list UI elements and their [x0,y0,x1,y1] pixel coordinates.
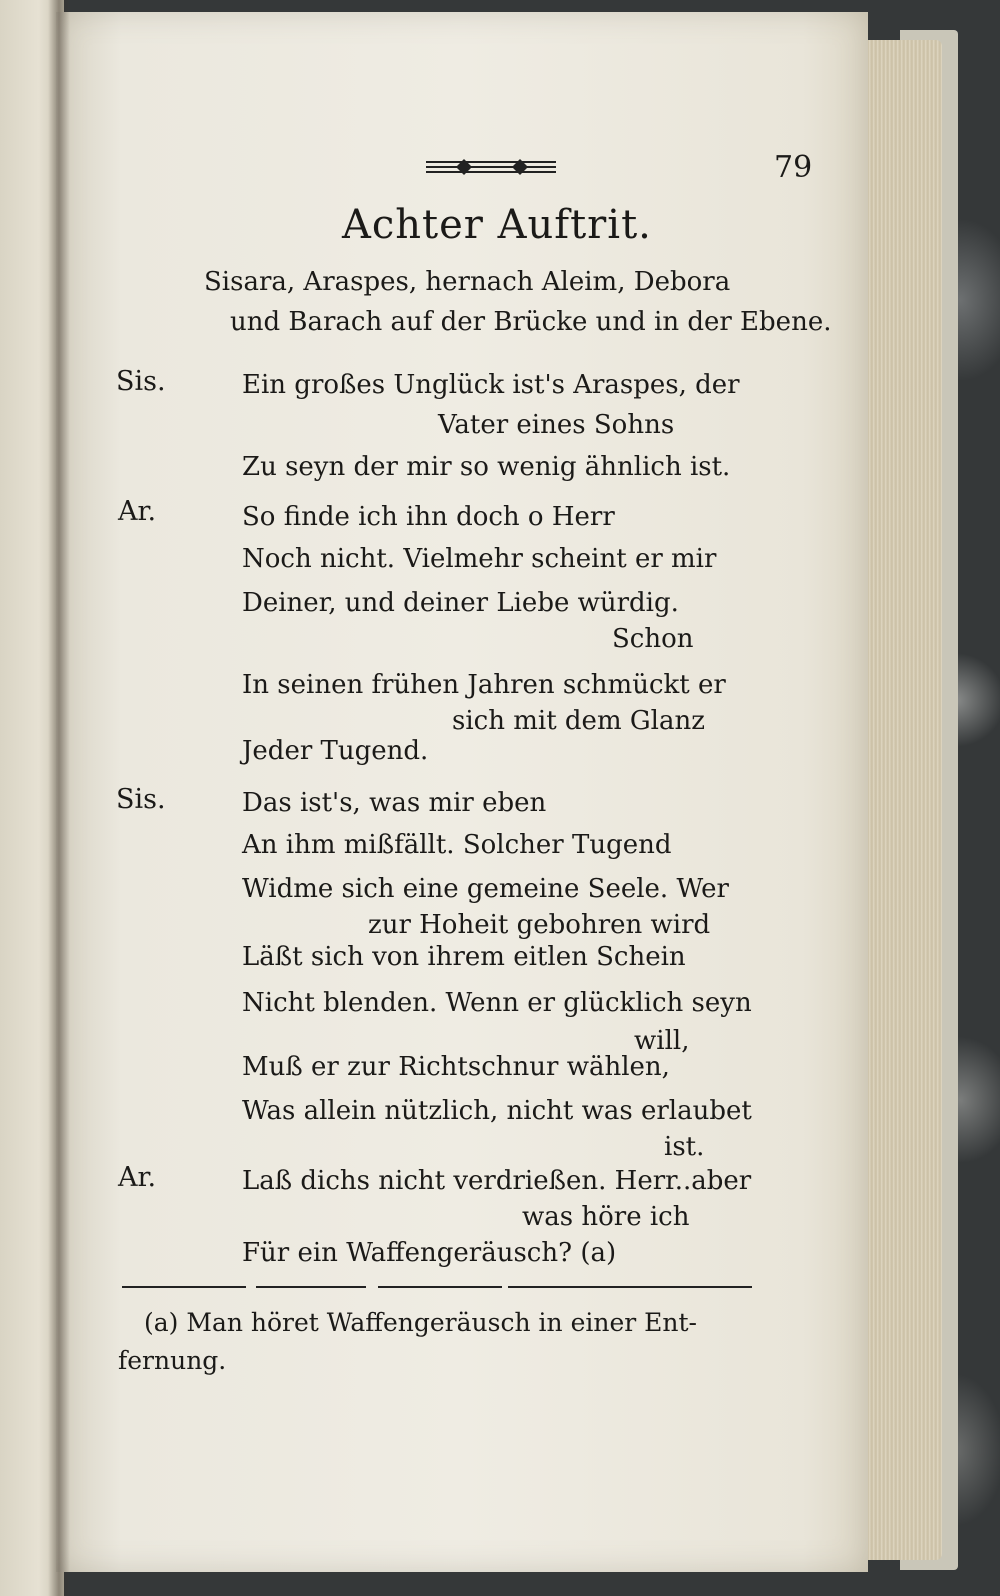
verse-line: Was allein nützlich, nicht was erlaubet [242,1096,752,1126]
verse-line: An ihm mißfällt. Solcher Tugend [242,830,672,860]
footnote-line: (a) Man höret Waffengeräusch in einer Ent- [144,1308,697,1337]
verse-line: Noch nicht. Vielmehr scheint er mir [242,544,717,574]
cast-line: und Barach auf der Brücke und in der Ebene. [230,307,832,337]
speaker-label: Ar. [118,1162,157,1193]
ornament-divider [426,157,556,177]
footnote-rule [122,1286,246,1288]
verse-line: Deiner, und deiner Liebe würdig. [242,588,679,618]
page-number: 79 [774,150,813,185]
verse-line: Nicht blenden. Wenn er glücklich seyn [242,988,752,1018]
verse-line: sich mit dem Glanz [452,706,705,736]
book-page [56,12,868,1572]
verse-line: Für ein Waffengeräusch? (a) [242,1238,617,1268]
scene-title: Achter Auftrit. [342,202,652,248]
cast-line: Sisara, Araspes, hernach Aleim, Debora [204,267,731,297]
verse-line: Zu seyn der mir so wenig ähnlich ist. [242,452,731,482]
verse-line: will, [634,1026,690,1056]
verse-line: Laß dichs nicht verdrießen. Herr..aber [242,1166,752,1196]
speaker-label: Ar. [118,496,157,527]
verse-line: Ein großes Unglück ist's Araspes, der [242,370,740,400]
footnote-rule [508,1286,752,1288]
verse-line: ist. [664,1132,705,1162]
speaker-label: Sis. [116,784,166,815]
footnote-rule [256,1286,366,1288]
page-edges [862,40,942,1560]
verse-line: zur Hoheit gebohren wird [368,910,711,940]
verse-line: Muß er zur Richtschnur wählen, [242,1052,670,1082]
verse-line: Jeder Tugend. [242,736,429,766]
speaker-label: Sis. [116,366,166,397]
footnote-line: fernung. [118,1346,227,1375]
footnote-rule [378,1286,502,1288]
verse-line: So finde ich ihn doch o Herr [242,502,615,532]
verse-line: Schon [612,624,694,654]
book-gutter [48,0,70,1596]
verse-line: Läßt sich von ihrem eitlen Schein [242,942,686,972]
verse-line: In seinen frühen Jahren schmückt er [242,670,726,700]
verse-line: Das ist's, was mir eben [242,788,547,818]
verse-line: Widme sich eine gemeine Seele. Wer [242,874,729,904]
verse-line: was höre ich [522,1202,690,1232]
verse-line: Vater eines Sohns [438,410,675,440]
